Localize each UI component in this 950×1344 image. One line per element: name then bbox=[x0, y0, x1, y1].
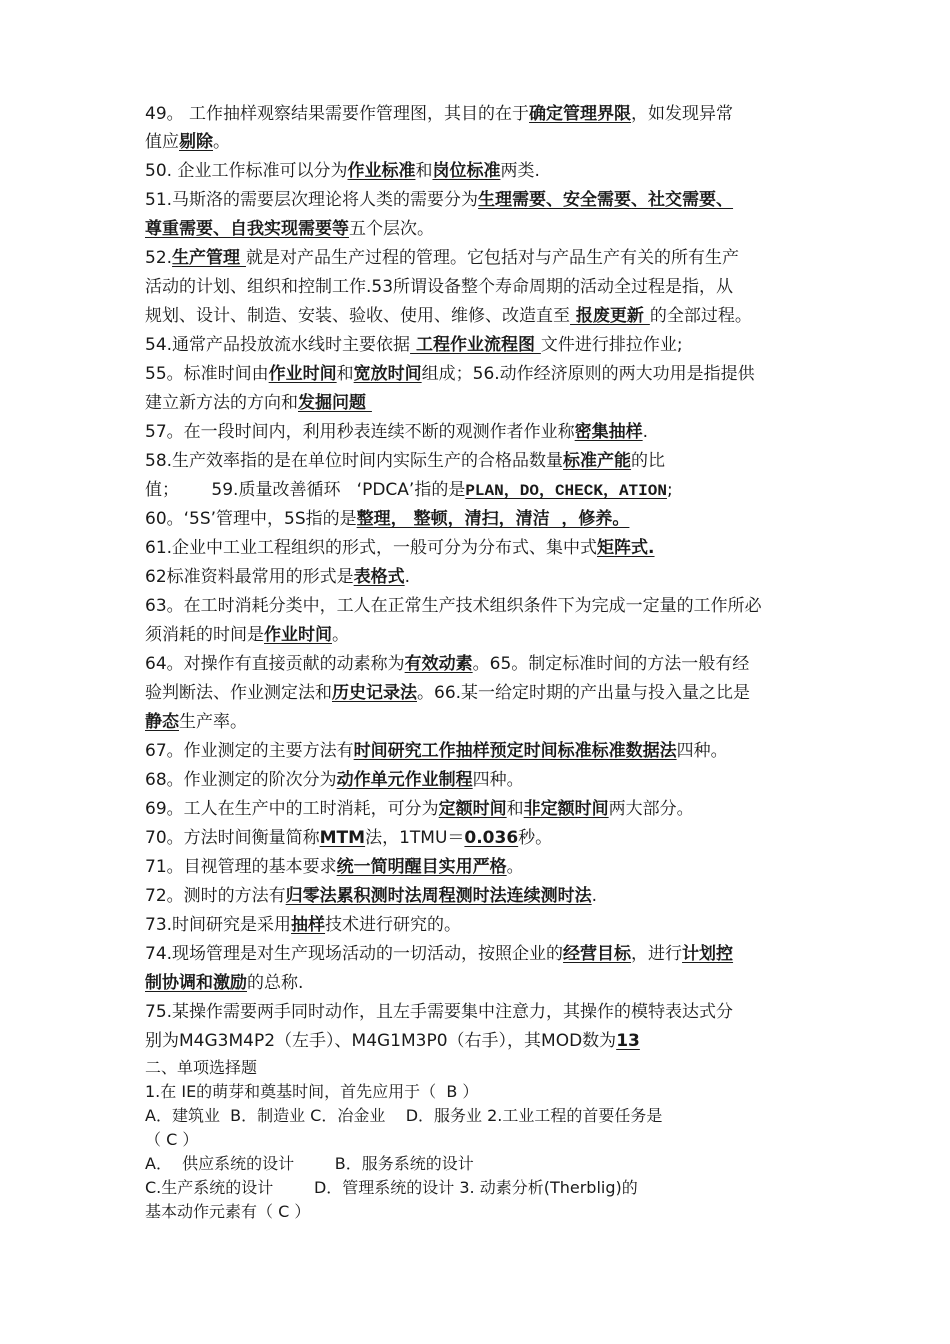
question-2-answer bbox=[145, 1129, 198, 1151]
text: 49。 工作抽样观察结果需要作管理图，其目的在于 bbox=[145, 104, 530, 124]
text: 和 bbox=[336, 364, 354, 384]
text: 54.通常产品投放流水线时主要依据 bbox=[145, 335, 411, 355]
text: 。66.某一给定时期的产出量与投入量之比是 bbox=[417, 683, 751, 703]
answer: 13 bbox=[616, 1031, 640, 1051]
line-57 bbox=[145, 421, 648, 443]
text: 52. bbox=[145, 248, 173, 268]
answer: 密集抽样 bbox=[574, 422, 643, 442]
text: ，如发现异常 bbox=[631, 104, 734, 124]
line-51-cont bbox=[145, 218, 434, 240]
line-70 bbox=[145, 827, 552, 849]
text: 62标准资料最常用的形式是 bbox=[145, 567, 354, 587]
line-73 bbox=[145, 914, 461, 936]
text: 的总称. bbox=[247, 973, 304, 993]
line-49-cont bbox=[145, 131, 230, 153]
text: ，进行 bbox=[631, 944, 683, 964]
text: ; bbox=[666, 480, 673, 500]
answer: 历史记录法 bbox=[332, 683, 417, 703]
text: 别为M4G3M4P2（左手）、M4G1M3P0（右手），其MOD数为 bbox=[145, 1031, 617, 1051]
text: 组成；56.动作经济原则的两大功用是指提供 bbox=[421, 364, 755, 384]
line-68 bbox=[145, 769, 524, 791]
question-1-options bbox=[145, 1105, 662, 1127]
text: 两类. bbox=[500, 161, 540, 181]
text: 72。测时的方法有 bbox=[145, 886, 286, 906]
text: 活动的计划、组织和控制工作.53所谓设备整个寿命周期的活动全过程是指，从 bbox=[145, 277, 734, 297]
answer: 、 bbox=[213, 219, 230, 239]
line-53-cont bbox=[145, 305, 752, 327]
answer: 统一简明醒目实用严格 bbox=[336, 857, 507, 877]
answer: 生理需要 bbox=[478, 190, 547, 210]
text: A． 供应系统的设计 B．服务系统的设计 bbox=[145, 1154, 474, 1173]
line-51 bbox=[145, 189, 733, 211]
line-49 bbox=[145, 103, 733, 125]
text: 四种。 bbox=[676, 741, 728, 761]
text: A．建筑业 B．制造业 C．冶金业 D．服务业 2.工业工程的首要任务是 bbox=[145, 1106, 663, 1125]
answer: 定额时间 bbox=[438, 799, 507, 819]
line-63-cont bbox=[145, 624, 349, 646]
answer: 生产管理 bbox=[172, 248, 246, 268]
section-heading bbox=[145, 1057, 257, 1079]
text: 五个层次。 bbox=[349, 219, 434, 239]
text: 生产率。 bbox=[179, 712, 247, 732]
text: 规划、设计、制造、安装、验收、使用、维修、改造直至 bbox=[145, 306, 570, 326]
text: 64。对操作有直接贡献的动素称为 bbox=[145, 654, 405, 674]
line-62 bbox=[145, 566, 410, 588]
answer: PLAN，DO，CHECK，ATION bbox=[465, 482, 667, 500]
text: 。 bbox=[332, 625, 349, 645]
text: 和 bbox=[415, 161, 433, 181]
answer: 静态 bbox=[145, 712, 179, 732]
answer: 经营目标 bbox=[563, 944, 632, 964]
text: 文件进行排拉作业; bbox=[540, 335, 683, 355]
answer: 宽放时间 bbox=[353, 364, 422, 384]
line-55 bbox=[145, 363, 755, 385]
line-58 bbox=[145, 450, 665, 472]
line-72 bbox=[145, 885, 597, 907]
answer: 0.036 bbox=[464, 828, 519, 848]
text: 63。在工时消耗分类中，工人在正常生产技术组织条件下为完成一定量的工作所必 bbox=[145, 596, 762, 616]
answer: 、 bbox=[546, 190, 564, 210]
text: 55。标准时间由 bbox=[145, 364, 269, 384]
answer: 非定额时间 bbox=[523, 799, 609, 819]
text: 技术进行研究的。 bbox=[325, 915, 462, 935]
text: 两大部分。 bbox=[608, 799, 694, 819]
line-67 bbox=[145, 740, 728, 762]
answer: 标准产能 bbox=[563, 451, 632, 471]
text: 法，1TMU＝ bbox=[365, 828, 465, 848]
text: . bbox=[591, 886, 598, 906]
text: 60。‘5S’管理中，5S指的是 bbox=[145, 509, 357, 529]
answer: 表格式 bbox=[353, 567, 405, 587]
text: 75.某操作需要两手同时动作，且左手需要集中注意力，其操作的模特表达式分 bbox=[145, 1002, 734, 1022]
text: 的比 bbox=[631, 451, 666, 471]
line-56-cont bbox=[145, 392, 372, 414]
text: 须消耗的时间是 bbox=[145, 625, 264, 645]
line-54 bbox=[145, 334, 683, 356]
line-63 bbox=[145, 595, 762, 617]
text: . bbox=[642, 422, 649, 442]
answer: 制协调和激励 bbox=[145, 973, 247, 993]
text: 68。作业测定的阶次分为 bbox=[145, 770, 337, 790]
answer: 剔除 bbox=[179, 132, 213, 152]
line-65-cont bbox=[145, 682, 750, 704]
answer: 归零法累积测时法周程测时法连续测时法 bbox=[285, 886, 592, 906]
answer: 等 bbox=[332, 219, 349, 239]
question-2-options-c bbox=[145, 1177, 638, 1199]
text: 51.马斯洛的需要层次理论将人类的需要分为 bbox=[145, 190, 479, 210]
line-75 bbox=[145, 1001, 733, 1023]
question-1 bbox=[145, 1081, 478, 1103]
text: 74.现场管理是对生产现场活动的一切活动，按照企业的 bbox=[145, 944, 564, 964]
answer: 安全需要 bbox=[563, 190, 632, 210]
line-50 bbox=[145, 160, 540, 182]
text: . bbox=[404, 567, 411, 587]
text: 73.时间研究是采用 bbox=[145, 915, 292, 935]
text: 二、单项选择题 bbox=[145, 1058, 258, 1077]
answer: 岗位标准 bbox=[432, 161, 501, 181]
answer: 自我实现需要 bbox=[230, 219, 332, 239]
line-69 bbox=[145, 798, 694, 820]
answer: 社交需要 bbox=[648, 190, 717, 210]
text: 值； 59.质量改善循环 ‘PDCA’指的是 bbox=[145, 480, 466, 500]
line-64 bbox=[145, 653, 749, 675]
text: 。 bbox=[506, 857, 524, 877]
answer: 尊重需要 bbox=[145, 219, 213, 239]
answer: 作业标准 bbox=[347, 161, 416, 181]
answer: MTM bbox=[319, 828, 366, 848]
text: 四种。 bbox=[472, 770, 524, 790]
answer: 报废更新 bbox=[570, 306, 650, 326]
answer: 动作单元作业制程 bbox=[336, 770, 473, 790]
line-74 bbox=[145, 943, 733, 965]
text: 57。在一段时间内，利用秒表连续不断的观测作者作业称 bbox=[145, 422, 575, 442]
text: 67。作业测定的主要方法有 bbox=[145, 741, 354, 761]
text: 61.企业中工业工程组织的形式，一般可分为分布式、集中式 bbox=[145, 538, 598, 558]
line-59 bbox=[145, 479, 673, 502]
answer: 时间研究工作抽样预定时间标准标准数据法 bbox=[353, 741, 677, 761]
text: 。 bbox=[213, 132, 230, 152]
answer: 计划控 bbox=[682, 944, 734, 964]
text: 69。工人在生产中的工时消耗，可分为 bbox=[145, 799, 439, 819]
line-66-cont bbox=[145, 711, 247, 733]
text: 71。目视管理的基本要求 bbox=[145, 857, 337, 877]
text: 值应 bbox=[145, 132, 179, 152]
text: 58.生产效率指的是在单位时间内实际生产的合格品数量 bbox=[145, 451, 564, 471]
text: 1.在 IE的萌芽和奠基时间，首先应用于（ B ） bbox=[145, 1082, 479, 1101]
text: （ C ） bbox=[145, 1130, 199, 1149]
question-3 bbox=[145, 1201, 310, 1223]
line-52 bbox=[145, 247, 739, 269]
text: 基本动作元素有（ C ） bbox=[145, 1202, 311, 1221]
line-61 bbox=[145, 537, 655, 559]
text: 的全部过程。 bbox=[649, 306, 752, 326]
text: 建立新方法的方向和 bbox=[145, 393, 298, 413]
answer: 有效动素 bbox=[404, 654, 473, 674]
answer: 整理， 整顿，清扫，清洁 ，修养。 bbox=[356, 509, 630, 529]
text: C.生产系统的设计 D．管理系统的设计 3. 动素分析(Therblig)的 bbox=[145, 1178, 638, 1197]
text: 。65。制定标准时间的方法一般有经 bbox=[472, 654, 750, 674]
answer: 、 bbox=[631, 190, 649, 210]
line-71 bbox=[145, 856, 524, 878]
question-2-options-a bbox=[145, 1153, 474, 1175]
answer: 抽样 bbox=[291, 915, 326, 935]
text: 50. 企业工作标准可以分为 bbox=[145, 161, 348, 181]
answer: 矩阵式. bbox=[597, 538, 655, 558]
text: 70。方法时间衡量简称 bbox=[145, 828, 320, 848]
line-53 bbox=[145, 276, 733, 298]
text: 和 bbox=[506, 799, 524, 819]
line-75-cont bbox=[145, 1030, 640, 1052]
line-74-cont bbox=[145, 972, 303, 994]
answer: 作业时间 bbox=[264, 625, 332, 645]
answer: 确定管理界限 bbox=[529, 104, 632, 124]
answer: 工程作业流程图 bbox=[410, 335, 541, 355]
answer: 、 bbox=[716, 190, 734, 210]
text: 秒。 bbox=[518, 828, 553, 848]
text: 就是对产品生产过程的管理。它包括对与产品生产有关的所有生产 bbox=[245, 248, 739, 268]
line-60 bbox=[145, 508, 629, 530]
answer: 发掘问题 bbox=[298, 393, 372, 413]
text: 验判断法、作业测定法和 bbox=[145, 683, 332, 703]
answer: 作业时间 bbox=[268, 364, 337, 384]
